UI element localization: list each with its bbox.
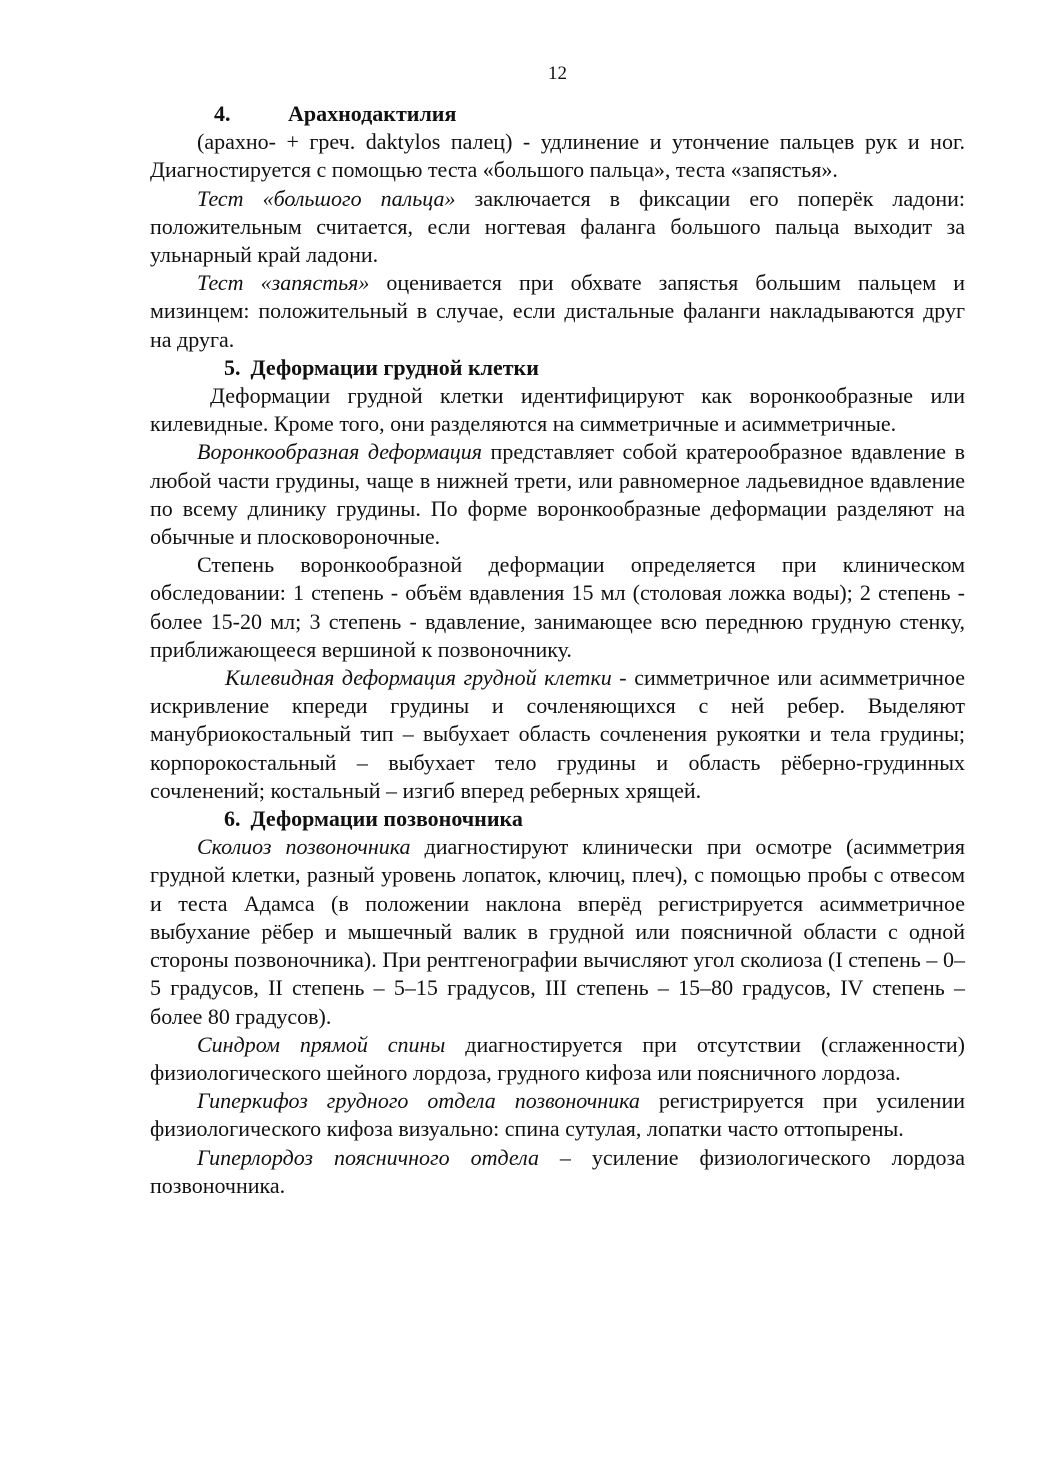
paragraph: Степень воронкообразной деформации определяется при клиническом обследовании: 1 степень - объём вдавления 15 мл (столовая ложка воды); 2 степень - более 15-20 мл; 3 степень - вдавление, занимающее всю переднюю грудную стенку, приближающееся вершиной к позвоночнику. [150, 552, 965, 662]
paragraph-text: диагностируют клинически при осмотре (асимметрия грудной клетки, разный уровень лопаток, ключиц, плеч), с помощью пробы с отвесом и теста Адамса (в положении наклона вперёд регистрируется асимметричное выбухание рёбер и мышечный валик в грудной или поясничной области с одной стороны позвоночника). При рентгенографии вычисляют угол сколиоза (I степень – 0–5 градусов, II степень – 5–15 градусов, III степень – 15–80 градусов, IV степень – более 80 градусов). [150, 834, 965, 1029]
italic-term: Килевидная деформация грудной клетки [225, 665, 612, 691]
paragraph [150, 269, 965, 354]
paragraph [150, 664, 965, 805]
section-title: Деформации грудной клетки [250, 354, 539, 380]
paragraph-text: - симметричное или асимметричное искривление кпереди грудины и сочленяющихся с ней ребер. Выделяют манубриокостальный тип – выбухает область сочленения рукоятки и тела грудины; корпорокостальный – выбухает тело грудины и область рёберно-грудинных сочленений; костальный – изгиб вперед реберных хрящей. [150, 665, 965, 803]
italic-term: Тест «большого пальца» [197, 185, 456, 211]
italic-term: Гиперлордоз поясничного отдела [197, 1144, 539, 1170]
page-number: 12 [548, 63, 567, 84]
section-heading-spine-deformity [150, 805, 965, 833]
paragraph-text: – усиление физиологического лордоза позвоночника. [150, 1144, 965, 1198]
paragraph [150, 1031, 965, 1087]
section-heading-chest-deformity [150, 354, 965, 382]
italic-term: Сколиоз позвоночника [197, 834, 411, 860]
paragraph-text: диагностируется при отсутствии (сглаженности) физиологического шейного лордоза, грудного кифоза или поясничного лордоза. [150, 1031, 965, 1085]
paragraph: (арахно- + греч. daktylos палец) - удлинение и утончение пальцев рук и ног. Диагностируется с помощью теста «большого пальца», теста «запястья». [150, 129, 965, 183]
section-title: Арахнодактилия [288, 101, 457, 126]
paragraph-text: оценивается при обхвате запястья большим пальцем и мизинцем: положительный в случае, если дистальные фаланги накладываются друг на друга. [150, 270, 965, 352]
paragraph-text: регистрируется при усилении физиологического кифоза визуально: спина сутулая, лопатки часто оттопырены. [150, 1088, 965, 1142]
paragraph [150, 1144, 965, 1200]
italic-term: Воронкообразная деформация [197, 439, 482, 465]
paragraph [150, 438, 965, 551]
paragraph [150, 833, 965, 1030]
italic-term: Тест «запястья» [197, 270, 370, 296]
paragraph: Деформации грудной клетки идентифицируют как воронкообразные или килевидные. Кроме того, они разделяются на симметричные и асимметричные. [150, 383, 965, 437]
paragraph [150, 185, 965, 270]
paragraph [150, 1087, 965, 1143]
paragraph-text: представляет собой кратерообразное вдавление в любой части грудины, чаще в нижней трети, или равномерное ладьевидное вдавление по всему длинику грудины. По форме воронкообразные деформации разделяют на обычные и плосковороночные. [150, 439, 965, 550]
section-heading-arachnodactyly [150, 100, 965, 128]
document-body [150, 100, 965, 1200]
section-title: Деформации позвоночника [250, 806, 523, 832]
paragraph-text: заключается в фиксации его поперёк ладони: положительным считается, если ногтевая фаланга большого пальца выходит за ульнарный край ладони. [150, 185, 965, 268]
italic-term: Синдром прямой спины [197, 1031, 446, 1057]
section-number: 6. [224, 806, 241, 832]
italic-term: Гиперкифоз грудного отдела позвоночника [197, 1088, 640, 1114]
section-number: 4. [214, 101, 231, 126]
section-number: 5. [224, 354, 241, 380]
